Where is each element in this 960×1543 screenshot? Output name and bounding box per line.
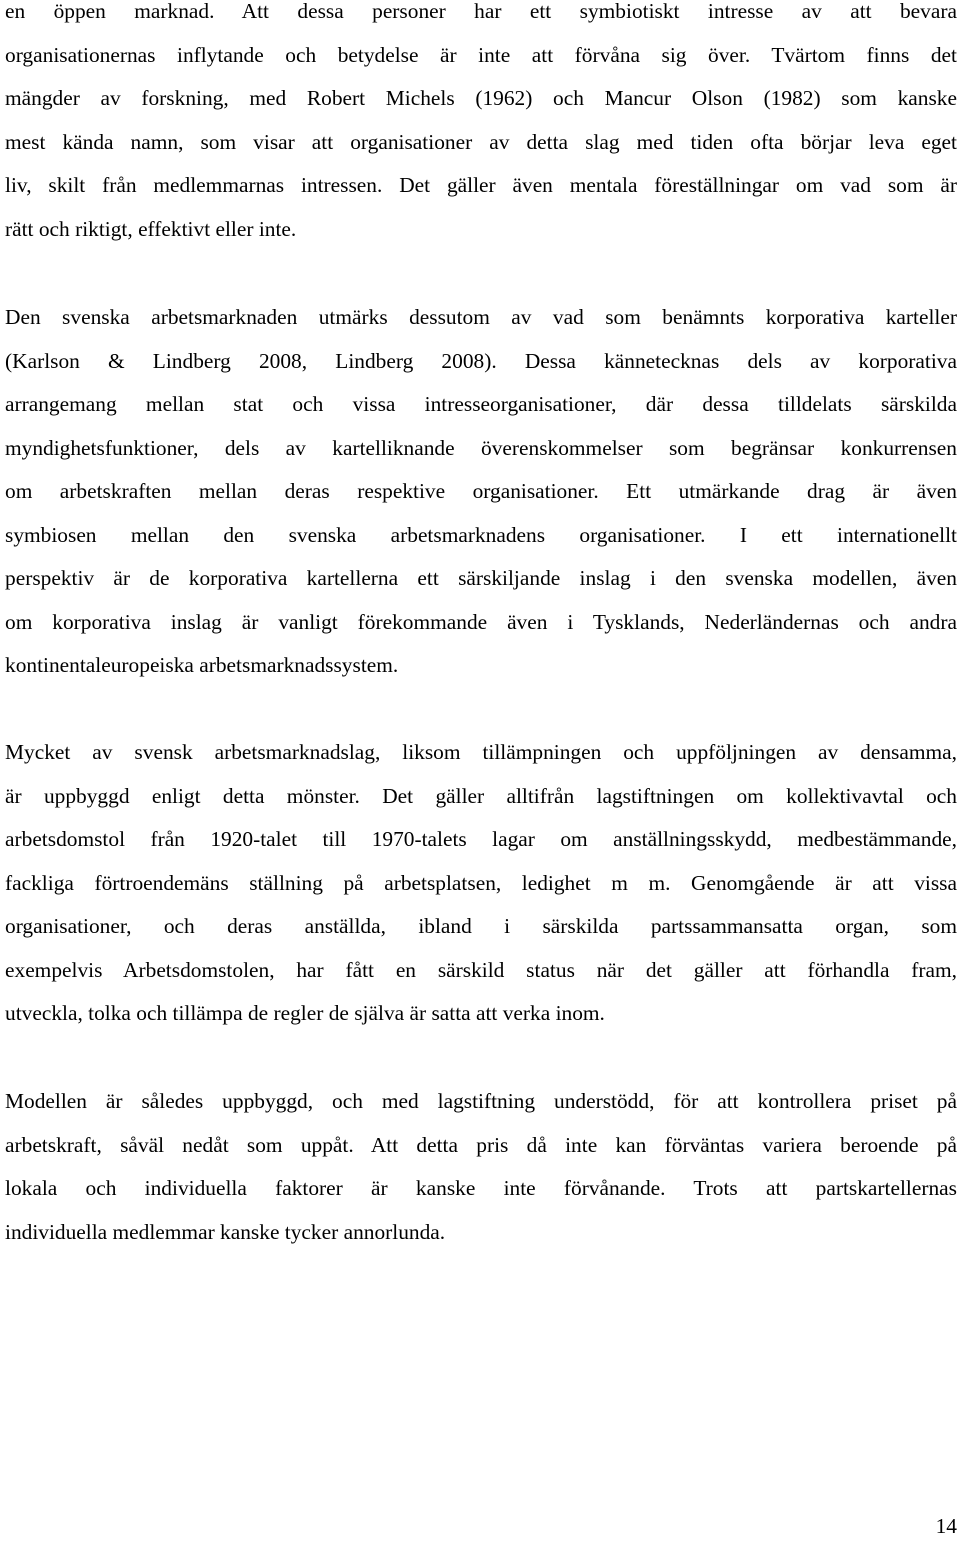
text-line: arbetsdomstol från 1920-talet till 1970-talets lagar om anställningsskydd, medbestämmande, [5,827,957,851]
text-line: arbetskraft, såväl nedåt som uppåt. Att detta pris då inte kan förväntas variera beroende på [5,1132,957,1157]
paragraph-4 [5,1080,957,1254]
paragraph-2 [5,296,957,688]
page-number: 14 [935,1514,957,1538]
text-line: fackliga förtroendemäns ställning på arbetsplatsen, ledighet m m. Genomgående är att vissa [5,870,957,895]
text-line: om arbetskraften mellan deras respektive organisationer. Ett utmärkande drag är även [5,479,957,503]
text-line: en öppen marknad. Att dessa personer har ett symbiotiskt intresse av att bevara [5,0,957,23]
text-line: myndighetsfunktioner, dels av kartelliknande överenskommelser som begränsar konkurrensen [5,435,957,460]
text-line: rätt och riktigt, effektivt eller inte. [5,216,297,241]
text-line: utveckla, tolka och tillämpa de regler de själva är satta att verka inom. [5,1001,605,1025]
text-line: Den svenska arbetsmarknaden utmärks dessutom av vad som benämnts korporativa karteller [5,305,957,329]
text-line: organisationer, och deras anställda, ibland i särskilda partssammansatta organ, som [5,914,957,938]
text-line: kontinentaleuropeiska arbetsmarknadssystem. [5,653,399,677]
text-line: mängder av forskning, med Robert Michels (1962) och Mancur Olson (1982) som kanske [5,86,957,110]
text-line: Mycket av svensk arbetsmarknadslag, liksom tillämpningen och uppföljningen av densamma, [5,740,957,764]
paragraph-3 [5,731,957,1036]
text-line: arrangemang mellan stat och vissa intresseorganisationer, där dessa tilldelats särskilda [5,392,957,416]
text-line: lokala och individuella faktorer är kanske inte förvånande. Trots att partskartellernas [5,1176,957,1200]
text-line: organisationernas inflytande och betydelse är inte att förvåna sig över. Tvärtom finns det [5,42,957,67]
text-line: exempelvis Arbetsdomstolen, har fått en särskild status när det gäller att förhandla fram, [5,957,957,982]
text-line: mest kända namn, som visar att organisationer av detta slag med tiden ofta börjar leva eget [5,129,957,154]
text-line: individuella medlemmar kanske tycker annorlunda. [5,1219,446,1244]
text-line: liv, skilt från medlemmarnas intressen. Det gäller även mentala föreställningar om vad som är [5,173,957,197]
text-line: symbiosen mellan den svenska arbetsmarknadens organisationer. I ett internationellt [5,522,957,547]
paragraph-1 [5,0,957,251]
text-line: (Karlson & Lindberg 2008, Lindberg 2008). Dessa kännetecknas dels av korporativa [5,348,957,373]
text-line: om korporativa inslag är vanligt förekommande även i Tysklands, Nederländernas och andra [5,609,957,634]
text-line: perspektiv är de korporativa kartellerna ett särskiljande inslag i den svenska modellen, även [5,566,957,590]
text-line: är uppbyggd enligt detta mönster. Det gäller alltifrån lagstiftningen om kollektivavtal och [5,783,957,808]
text-line: Modellen är således uppbyggd, och med lagstiftning understödd, för att kontrollera priset på [5,1089,957,1113]
